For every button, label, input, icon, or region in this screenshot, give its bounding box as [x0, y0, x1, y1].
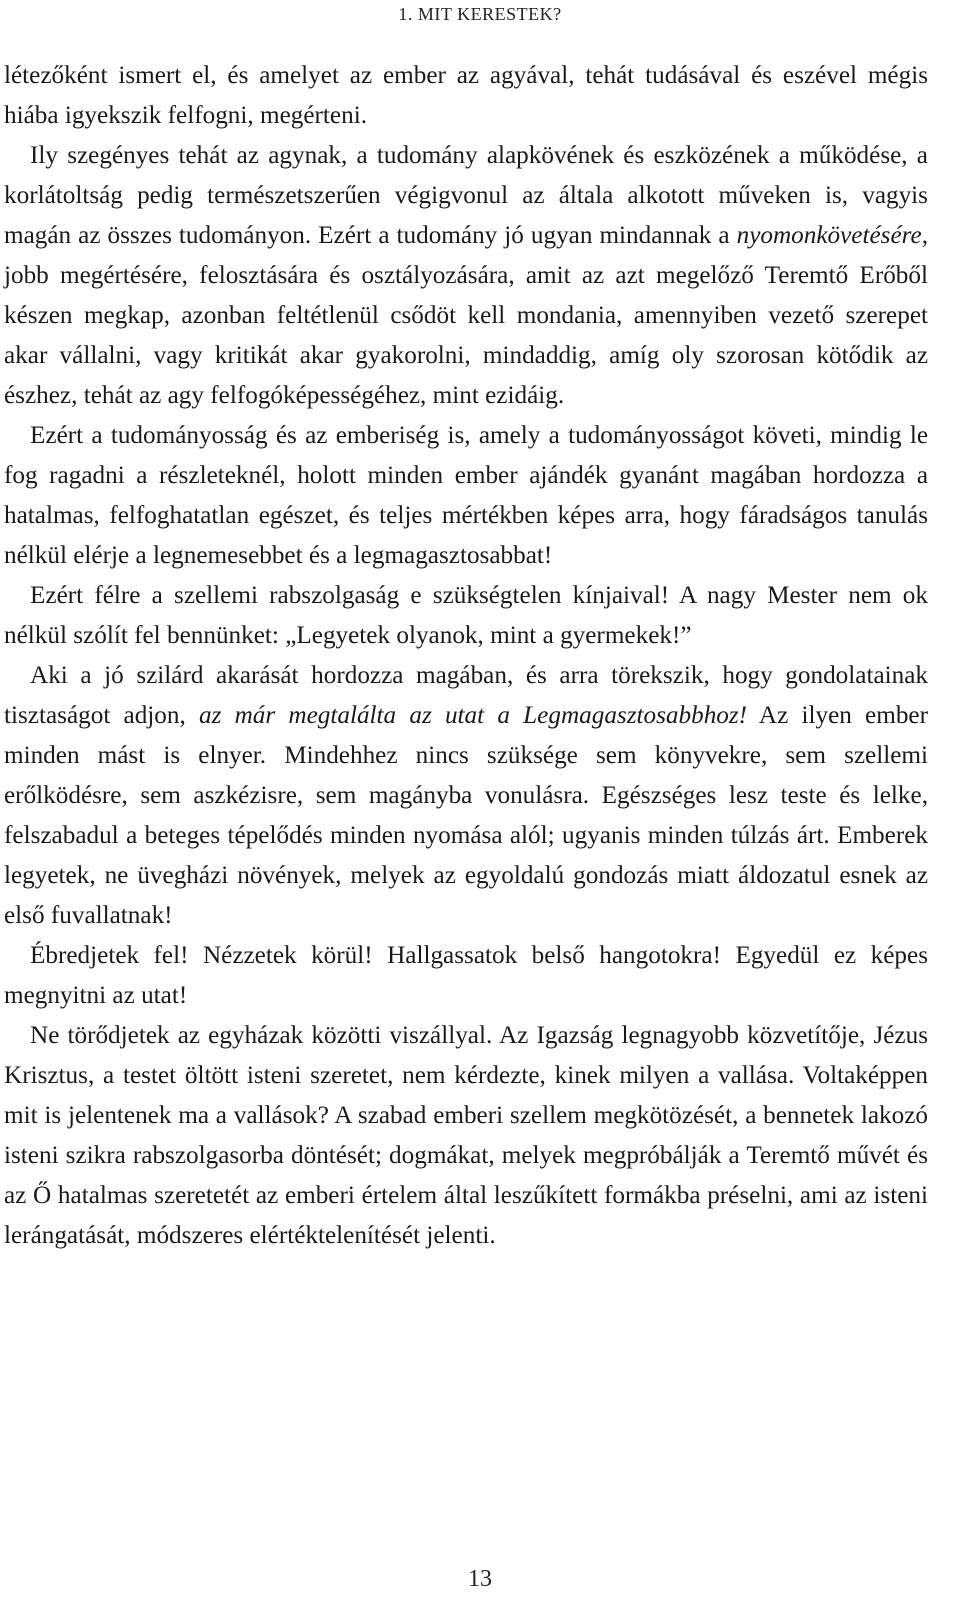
text-run: létezőként ismert el, és amelyet az ember az agyával, tehát tudásával és eszével mégis hiába igyekszik felfogni, megérteni. — [4, 62, 928, 129]
paragraph — [4, 656, 928, 936]
paragraph — [4, 56, 928, 136]
text-run: Ne törődjetek az egyházak közötti viszállyal. Az Igazság legnagyobb közvetítője, Jézus Krisztus, a testet öltött isteni szeretet, nem kérdezte, kinek milyen a vallása. Voltaképpen mit is jelentenek ma a vallások? A szabad emberi szellem megkötözését, a bennetek lakozó isteni szikra rabszolgasorba döntését; dogmákat, melyek megpróbálják a Teremtő művét és az Ő hatalmas szeretetét az emberi értelem által leszűkített formákba préselni, ami az isteni lerángatását, módszeres elértéktelenítését jelenti. — [4, 1022, 928, 1249]
paragraph — [4, 936, 928, 1016]
text-run: Ily szegényes tehát az agynak, a tudomány alapkövének és eszközének a működése, a korlátoltság pedig természetszerűen végigvonul az általa alkotott műveken is, vagyis magán az összes tudományon. Ezért a tudomány jó ugyan mindannak a — [4, 142, 928, 249]
paragraph — [4, 416, 928, 576]
text-run: Aki a jó szilárd akarását hordozza magában, és arra törekszik, hogy gondolatainak tisztaságot adjon, — [4, 662, 928, 729]
paragraph — [4, 136, 928, 416]
italic-text: nyomonkövetésére, — [736, 222, 928, 249]
text-run: jobb megértésére, felosztására és osztályozására, amit az azt megelőző Teremtő Erőből készen megkap, azonban feltétlenül csődöt kell mondania, amennyiben vezető szerepet akar vállalni, vagy kritikát akar gyakorolni, mindaddig, amíg oly szorosan kötődik az észhez, tehát az agy felfogóképességéhez, mint ezidáig. — [4, 262, 928, 409]
page-number: 13 — [468, 1566, 492, 1592]
paragraph — [4, 1016, 928, 1256]
body-text — [4, 56, 928, 1256]
text-run: Ezért félre a szellemi rabszolgaság e szükségtelen kínjaival! A nagy Mester nem ok nélkül szólít fel bennünket: „Legyetek olyanok, mint a gyermekek!” — [4, 582, 928, 649]
text-run: Az ilyen ember minden mást is elnyer. Mindehhez nincs szüksége sem könyvekre, sem szellemi erőlködésre, sem aszkézisre, sem magányba vonulásra. Egészséges lesz teste és lelke, felszabadul a beteges tépelődés minden nyomása alól; ugyanis minden túlzás árt. Emberek legyetek, ne üvegházi növények, melyek az egyoldalú gondozás miatt áldozatul esnek az első fuvallatnak! — [4, 702, 928, 929]
running-head: 1. MIT KERESTEK? — [398, 4, 562, 24]
italic-text: az már megtalálta az utat a Legmagasztosabbhoz! — [199, 702, 748, 729]
text-run: Ezért a tudományosság és az emberiség is, amely a tudományosságot követi, mindig le fog ragadni a részleteknél, holott minden ember ajándék gyanánt magában hordozza a hatalmas, felfoghatatlan egészet, és teljes mértékben képes arra, hogy fáradságos tanulás nélkül elérje a legnemesebbet és a legmagasztosabbat! — [4, 422, 928, 569]
paragraph — [4, 576, 928, 656]
text-run: Ébredjetek fel! Nézzetek körül! Hallgassatok belső hangotokra! Egyedül ez képes megnyitni az utat! — [4, 942, 928, 1009]
